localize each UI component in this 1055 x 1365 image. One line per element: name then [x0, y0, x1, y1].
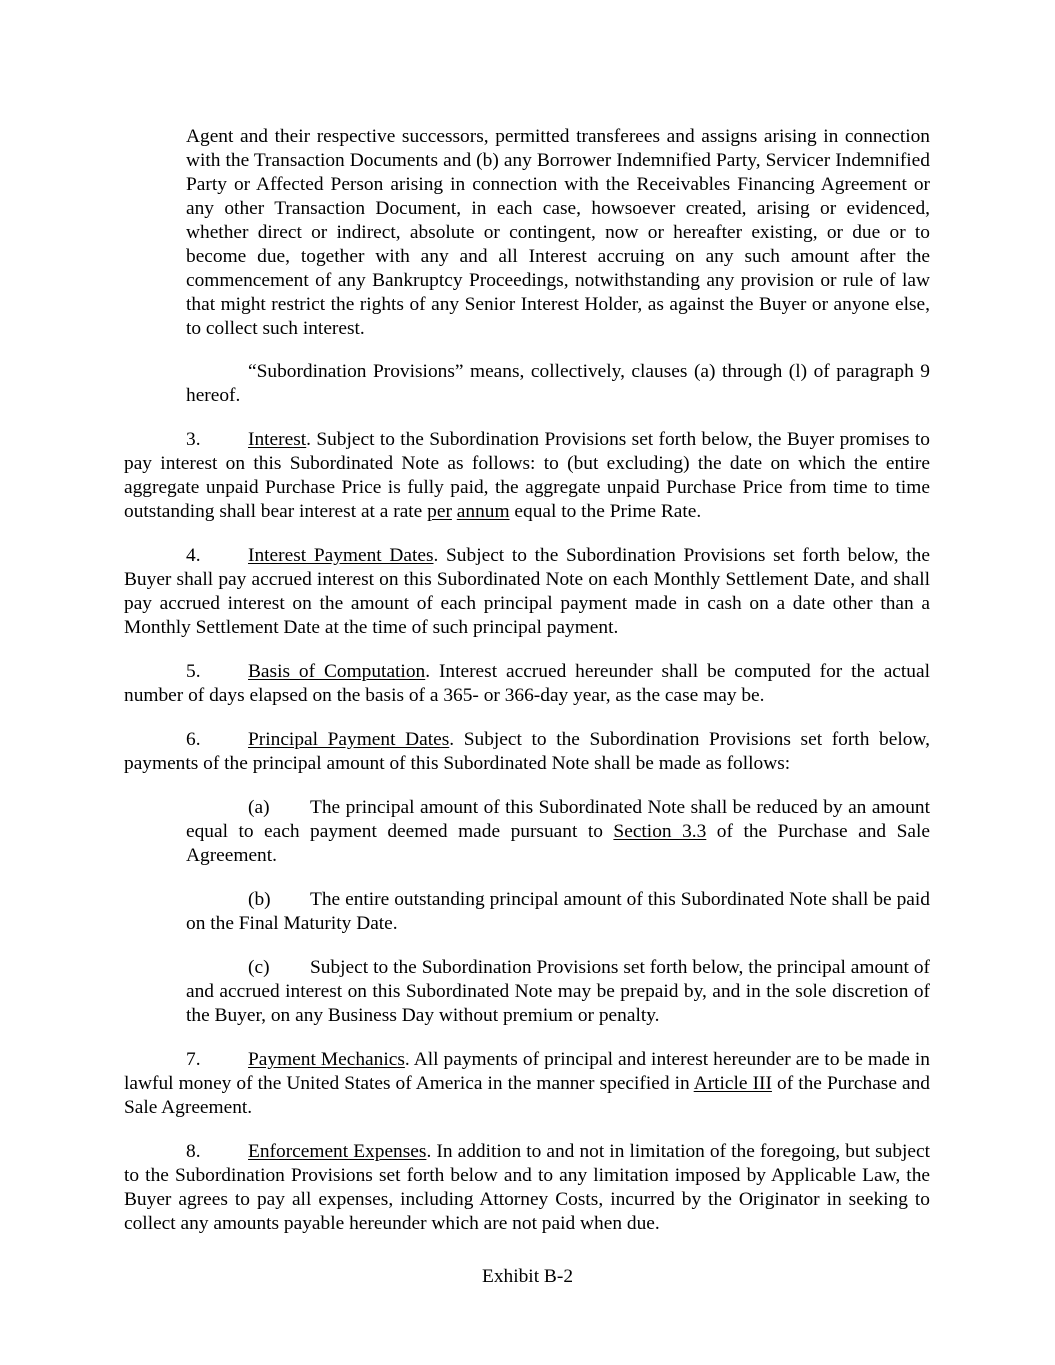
section-heading: Principal Payment Dates	[248, 729, 450, 750]
section-number: 5.	[186, 661, 201, 682]
clause-text: Subject to the Subordination Provisions set forth below, the principal amount of and accrued interest on this Subordinated Note may be prepaid by, and in the sole discretion of the Buyer, on any Business Day without premium or penalty.	[186, 957, 930, 1026]
section-text: . Subject to the Subordination Provisions set forth below, the Buyer promises to pay interest on this Subordinated Note as follows: to (but excluding) the date on which the entire aggregate unpaid Purchase Price is fully paid, the aggregate unpaid Purchase Price from time to time outstanding shall bear interest at a rate	[124, 429, 930, 522]
section-heading: Interest	[248, 429, 307, 450]
section-8-enforcement-expenses	[124, 1140, 930, 1236]
clause-label: (b)	[248, 889, 271, 910]
section-text: . All payments of principal and interest hereunder are to be made in lawful money of the United States of America in the manner specified in	[124, 1049, 930, 1094]
section-text: . Interest accrued hereunder shall be computed for the actual number of days elapsed on the basis of a 365- or 366-day year, as the case may be.	[124, 661, 930, 706]
annum-term: annum	[456, 501, 510, 522]
section-number: 7.	[186, 1049, 201, 1070]
section-4-interest-payment-dates	[124, 544, 930, 640]
clause-text: The entire outstanding principal amount of this Subordinated Note shall be paid on the Final Maturity Date.	[186, 889, 930, 934]
clause-text: The principal amount of this Subordinated Note shall be reduced by an amount equal to each payment deemed made pursuant to	[186, 797, 930, 842]
per-term: per	[427, 501, 452, 522]
clause-6c	[186, 956, 930, 1028]
section-number: 4.	[186, 545, 201, 566]
clause-text-end: of the Purchase and Sale Agreement.	[186, 821, 930, 866]
page-footer: Exhibit B-2	[481, 1266, 574, 1287]
clause-6a	[186, 796, 930, 868]
section-heading: Interest Payment Dates	[248, 545, 434, 566]
senior-obligations-continuation: Agent and their respective successors, permitted transferees and assigns arising in connection with the Transaction Documents and (b) any Borrower Indemnified Party, Servicer Indemnified Party or Affected Person arising in connection with the Receivables Financing Agreement or any other Transaction Document, in each case, howsoever created, arising or evidenced, whether direct or indirect, absolute or contingent, now or hereafter existing, or due or to become due, together with any and all Interest accruing on any such amount after the commencement of any Bankruptcy Proceedings, notwithstanding any provision or rule of law that might restrict the rights of any Senior Interest Holder, as against the Buyer or anyone else, to collect such interest.	[186, 126, 930, 339]
clause-label: (a)	[248, 797, 270, 818]
section-7-payment-mechanics	[124, 1048, 930, 1120]
section-text-end: of the Purchase and Sale Agreement.	[124, 1073, 930, 1118]
section-text: . Subject to the Subordination Provisions set forth below, payments of the principal amount of this Subordinated Note shall be made as follows:	[124, 729, 930, 774]
section-6-principal-payment-dates	[124, 728, 930, 776]
subordination-provisions-definition: “Subordination Provisions” means, collectively, clauses (a) through (l) of paragraph 9 hereof.	[186, 361, 930, 406]
section-text-end: equal to the Prime Rate.	[509, 501, 702, 522]
section-text: . In addition to and not in limitation of the foregoing, but subject to the Subordination Provisions set forth below and to any limitation imposed by Applicable Law, the Buyer agrees to pay all expenses, including Attorney Costs, incurred by the Originator in seeking to collect any amounts payable hereunder which are not paid when due.	[124, 1141, 931, 1234]
article-iii-reference: Article III	[693, 1073, 772, 1094]
section-5-basis-of-computation	[124, 660, 930, 708]
section-number: 3.	[186, 429, 201, 450]
section-3-3-reference: Section 3.3	[613, 821, 707, 842]
section-heading: Basis of Computation	[248, 661, 426, 682]
clause-label: (c)	[248, 957, 270, 978]
section-3-interest	[124, 428, 930, 524]
section-text: . Subject to the Subordination Provisions set forth below, the Buyer shall pay accrued interest on this Subordinated Note on each Monthly Settlement Date, and shall pay accrued interest on the amount of each principal payment made in cash on a date other than a Monthly Settlement Date at the time of such principal payment.	[124, 545, 930, 638]
section-heading: Payment Mechanics	[248, 1049, 405, 1070]
clause-6b	[186, 888, 930, 936]
section-number: 6.	[186, 729, 201, 750]
section-number: 8.	[186, 1141, 201, 1162]
section-heading: Enforcement Expenses	[248, 1141, 427, 1162]
